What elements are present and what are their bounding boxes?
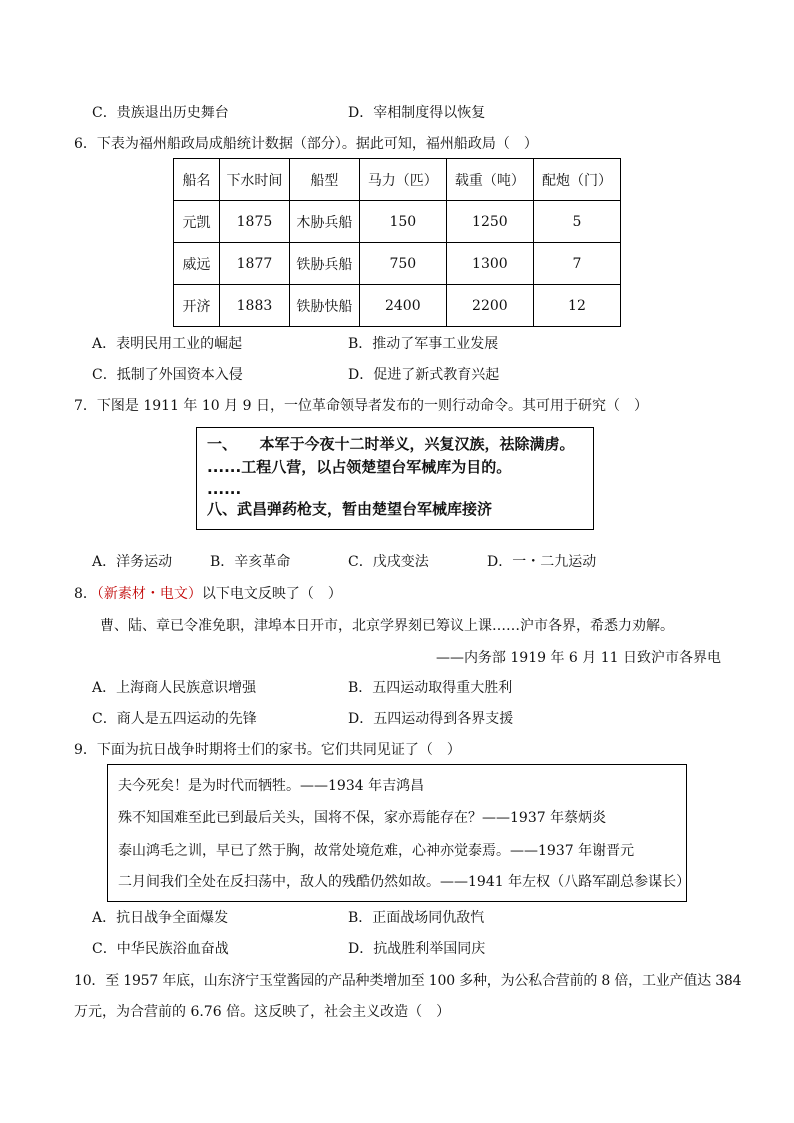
q9-option-b: B．正面战场同仇敌忾: [348, 910, 485, 926]
table-cell: 1300: [446, 243, 533, 285]
q6-option-b: B．推动了军事工业发展: [348, 336, 499, 352]
table-cell: 2400: [359, 285, 446, 327]
table-cell: 铁胁快船: [289, 285, 359, 327]
q6-stem: 6．下表为福州船政局成船统计数据（部分）。据此可知，福州船政局（ ）: [74, 136, 538, 152]
table-header-row: [174, 159, 621, 201]
letter-line-2: 殊不知国难至此已到最后关头，国将不保，家亦焉能存在？——1937 年蔡炳炎: [118, 810, 607, 826]
order-line-3: ......: [207, 480, 242, 498]
table-header-cell: 船型: [289, 159, 359, 201]
q7-option-b: B．辛亥革命: [210, 554, 291, 570]
table-cell: 7: [533, 243, 620, 285]
q5-option-c: C．贵族退出历史舞台: [92, 105, 229, 121]
table-cell: 元凯: [174, 201, 220, 243]
table-header-cell: 下水时间: [220, 159, 290, 201]
table-cell: 1875: [220, 201, 290, 243]
table-cell: 2200: [446, 285, 533, 327]
table-row: [174, 201, 621, 243]
table-header-cell: 船名: [174, 159, 220, 201]
table-cell: 木胁兵船: [289, 201, 359, 243]
table-cell: 750: [359, 243, 446, 285]
order-line-1: 一、 本军于今夜十二时举义，兴复汉族，祛除满虏。: [207, 435, 575, 453]
table-cell: 12: [533, 285, 620, 327]
q8-option-d: D．五四运动得到各界支援: [348, 711, 514, 727]
letter-line-4: 二月间我们全处在反扫荡中，敌人的残酷仍然如故。——1941 年左权（八路军副总参谋长）: [118, 874, 691, 890]
table-cell: 威远: [174, 243, 220, 285]
q7-option-d: D．一・二九运动: [487, 554, 597, 570]
q6-option-d: D．促进了新式教育兴起: [348, 367, 500, 383]
table-row: [174, 243, 621, 285]
order-line-4: 八、武昌弹药枪支，暂由楚望台军械库接济: [207, 500, 493, 518]
q8-quote: 曹、陆、章已令准免职，津埠本日开市，北京学界刻已筹议上课……沪市各界，希悉力劝解。: [100, 618, 674, 634]
q8-option-a: A．上海商人民族意识增强: [92, 680, 257, 696]
q10-line-1: 10．至 1957 年底，山东济宁玉堂酱园的产品种类增加至 100 多种，为公私合营前的 8 倍，工业产值达 384: [74, 973, 742, 989]
q8-tag: （新素材・电文）: [96, 586, 202, 602]
table-cell: 150: [359, 201, 446, 243]
order-line-2: ......工程八营，以占领楚望台军械库为目的。: [207, 458, 512, 476]
q8-option-c: C．商人是五四运动的先锋: [92, 711, 257, 727]
table-cell: 5: [533, 201, 620, 243]
q7-option-c: C．戊戌变法: [348, 554, 429, 570]
table-cell: 1250: [446, 201, 533, 243]
q5-option-d: D．宰相制度得以恢复: [348, 105, 486, 121]
q8-source: ——内务部 1919 年 6 月 11 日致沪市各界电: [435, 650, 721, 666]
letter-line-3: 泰山鸿毛之训，早已了然于胸，故常处境危难，心神亦觉泰焉。——1937 年谢晋元: [118, 843, 635, 859]
table-header-cell: 配炮（门）: [533, 159, 620, 201]
table-cell: 铁胁兵船: [289, 243, 359, 285]
q7-option-a: A．洋务运动: [92, 554, 173, 570]
table-cell: 开济: [174, 285, 220, 327]
q9-option-c: C．中华民族浴血奋战: [92, 941, 229, 957]
q9-option-d: D．抗战胜利举国同庆: [348, 941, 486, 957]
q8-option-b: B．五四运动取得重大胜利: [348, 680, 513, 696]
table-header-cell: 载重（吨）: [446, 159, 533, 201]
q6-option-a: A．表明民用工业的崛起: [92, 336, 243, 352]
order-box: [196, 427, 594, 530]
q8-stem: [74, 585, 342, 603]
table-cell: 1883: [220, 285, 290, 327]
table-row: [174, 285, 621, 327]
letter-line-1: 夫今死矣！是为时代而牺牲。——1934 年吉鸿昌: [118, 778, 425, 794]
q6-option-c: C．抵制了外国资本入侵: [92, 367, 243, 383]
q8-number: 8．: [74, 586, 97, 602]
q7-stem: 7．下图是 1911 年 10 月 9 日，一位革命领导者发布的一则行动命令。其可用于研究（ ）: [74, 398, 648, 414]
q8-stem-rest: 以下电文反映了（ ）: [201, 586, 342, 602]
letters-box: [107, 764, 691, 902]
table-cell: 1877: [220, 243, 290, 285]
table-header-cell: 马力（匹）: [359, 159, 446, 201]
q9-stem: 9．下面为抗日战争时期将士们的家书。它们共同见证了（ ）: [74, 742, 461, 758]
ship-table: [173, 158, 621, 327]
q10-line-2: 万元，为合营前的 6.76 倍。这反映了，社会主义改造（ ）: [74, 1004, 451, 1020]
q9-option-a: A．抗日战争全面爆发: [92, 910, 229, 926]
